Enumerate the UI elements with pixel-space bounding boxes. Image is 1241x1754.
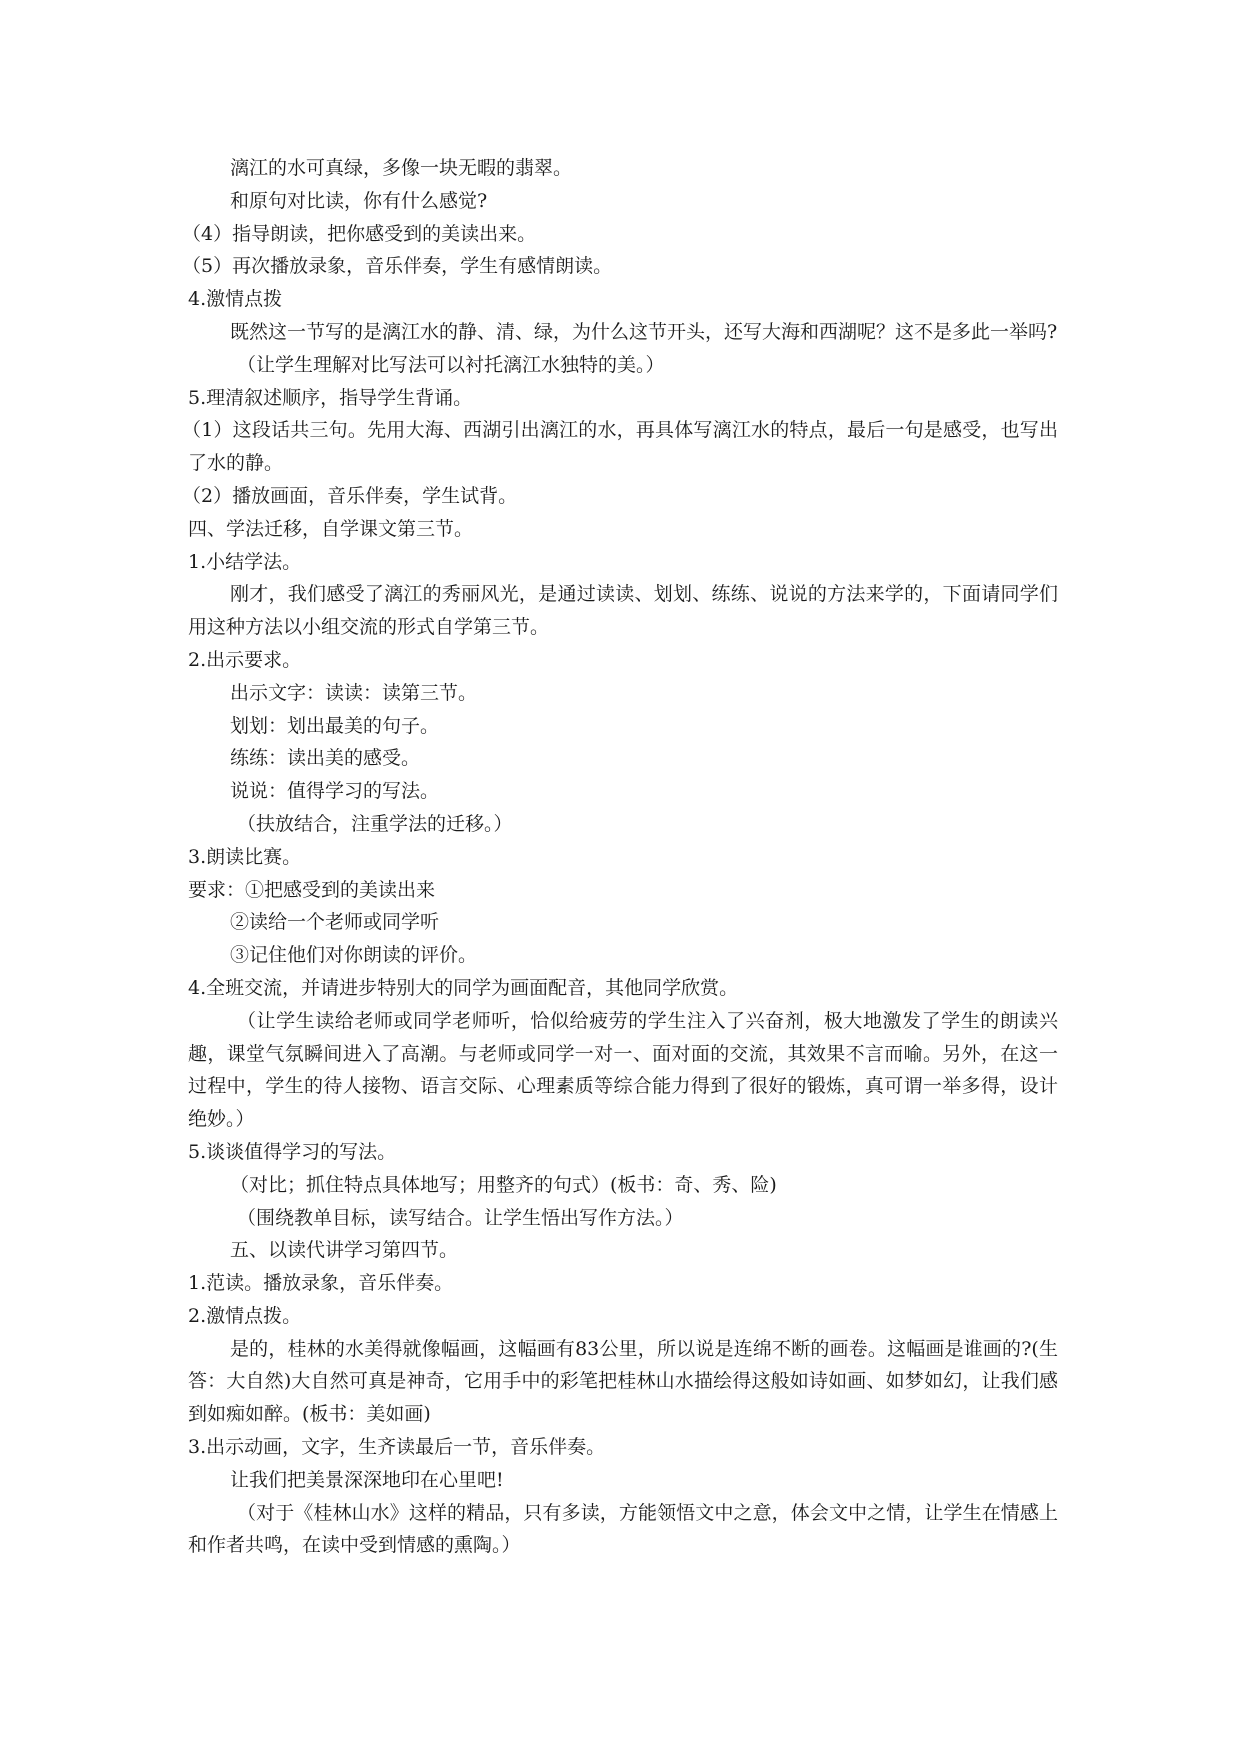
paragraph: 要求：①把感受到的美读出来: [188, 878, 436, 901]
paragraph: 刚才，我们感受了漓江的秀丽风光，是通过读读、划划、练练、说说的方法来学的，下面请同学们用这种方法以小组交流的形式自学第三节。: [188, 583, 1058, 639]
paragraph: 说说：值得学习的写法。: [230, 780, 440, 803]
annotation: （扶放结合，注重学法的迁移。）: [237, 812, 513, 835]
section-heading: 3.朗读比赛。: [188, 845, 302, 868]
annotation: （让学生理解对比写法可以衬托漓江水独特的美。）: [237, 353, 665, 376]
section-heading: 3.出示动画，文字，生齐读最后一节，音乐伴奏。: [188, 1436, 606, 1459]
paragraph: 和原句对比读，你有什么感觉?: [230, 189, 488, 212]
annotation: （对于《桂林山水》这样的精品，只有多读，方能领悟文中之意，体会文中之情，让学生在情感上和作者共鸣，在读中受到情感的熏陶。）: [188, 1501, 1058, 1557]
section-heading: 4.激情点拨: [188, 288, 283, 311]
section-heading: 2.激情点拨。: [188, 1304, 302, 1327]
annotation: （让学生读给老师或同学老师听，恰似给疲劳的学生注入了兴奋剂，极大地激发了学生的朗读兴趣，课堂气氛瞬间进入了高潮。与老师或同学一对一、面对面的交流，其效果不言而喻。另外，在这一过程中，学生的待人接物、语言交际、心理素质等综合能力得到了很好的锻炼，真可谓一举多得，设计绝妙。）: [188, 1009, 1058, 1131]
paragraph: 漓江的水可真绿，多像一块无暇的翡翠。: [230, 157, 573, 179]
paragraph: 出示文字：读读：读第三节。: [230, 681, 478, 704]
section-heading: 5.理清叙述顺序，指导学生背诵。: [188, 386, 473, 409]
section-heading: 4.全班交流，并请进步特别大的同学为画面配音，其他同学欣赏。: [188, 976, 739, 999]
paragraph: 练练：读出美的感受。: [230, 747, 421, 770]
section-heading: 五、以读代讲学习第四节。: [230, 1239, 459, 1262]
section-heading: 四、学法迁移，自学课文第三节。: [188, 517, 474, 540]
paragraph: （1）这段话共三句。先用大海、西湖引出漓江的水，再具体写漓江水的特点，最后一句是感受，也写出了水的静。: [182, 419, 1058, 475]
paragraph: 是的，桂林的水美得就像幅画，这幅画有83公里，所以说是连绵不断的画卷。这幅画是谁画的?(生答：大自然)大自然可真是神奇，它用手中的彩笔把桂林山水描绘得这般如诗如画、如梦如幻，让我们感到如痴如醉。(板书：美如画): [188, 1337, 1058, 1426]
paragraph: 既然这一节写的是漓江水的静、清、绿，为什么这节开头，还写大海和西湖呢？这不是多此一举吗?: [230, 320, 1058, 343]
section-heading: 2.出示要求。: [188, 648, 302, 671]
paragraph: （对比；抓住特点具体地写；用整齐的句式）(板书：奇、秀、险): [230, 1173, 777, 1196]
paragraph: （4）指导朗读，把你感受到的美读出来。: [182, 222, 537, 245]
section-heading: 1.小结学法。: [188, 550, 302, 573]
paragraph: ②读给一个老师或同学听: [230, 911, 440, 934]
paragraph: 划划：划出最美的句子。: [230, 714, 440, 737]
document-body: [182, 152, 1058, 1562]
paragraph: 让我们把美景深深地印在心里吧!: [230, 1468, 504, 1491]
section-heading: 5.谈谈值得学习的写法。: [188, 1140, 397, 1163]
section-heading: 1.范读。播放录象，音乐伴奏。: [188, 1272, 454, 1295]
paragraph: ③记住他们对你朗读的评价。: [230, 944, 478, 967]
paragraph: （2）播放画面，音乐伴奏，学生试背。: [182, 484, 518, 507]
annotation: （围绕教单目标，读写结合。让学生悟出写作方法。）: [237, 1206, 684, 1229]
paragraph: （5）再次播放录象，音乐伴奏，学生有感情朗读。: [182, 255, 613, 278]
